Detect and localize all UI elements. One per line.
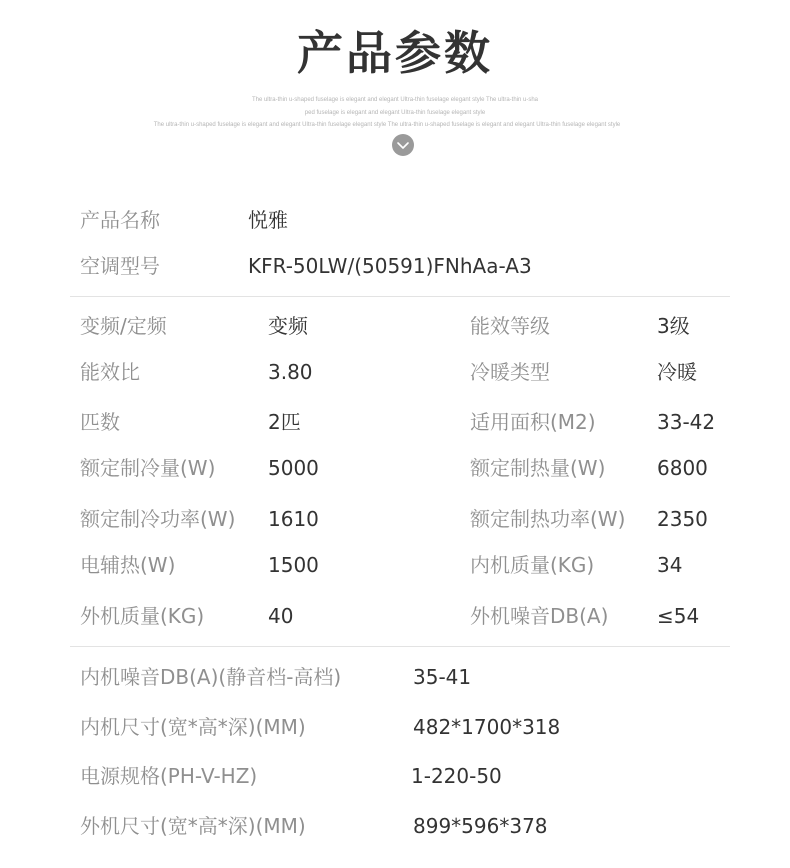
divider-2 xyxy=(70,646,730,647)
chevron-down-circle-icon xyxy=(392,134,414,156)
tagline-line-3: The ultra-thin u-shaped fuselage is elegant and elegant Ultra-thin fuselage elegant style The ultra-thin u-shaped fuselage is elegant and elegant Ultra-thin fuselage elegant style xyxy=(153,122,621,128)
model-label: 空调型号 xyxy=(80,254,160,278)
spec-value: ≤54 xyxy=(657,604,700,628)
spec-value: 冷暖 xyxy=(657,360,697,384)
model-value: KFR-50LW/(50591)FNhAa-A3 xyxy=(248,254,532,278)
spec-value: 1-220-50 xyxy=(411,764,502,788)
spec-label: 电辅热(W) xyxy=(80,553,176,577)
spec-value: 2匹 xyxy=(268,410,301,434)
spec-value: 1500 xyxy=(268,553,319,577)
tagline-line-1: The ultra-thin u-shaped fuselage is elegant and elegant Ultra-thin fuselage elegant style The ultra-thin u-sha xyxy=(251,97,539,103)
page-title: 产品参数 xyxy=(297,26,493,80)
spec-value: 3级 xyxy=(657,314,690,338)
spec-value: 33-42 xyxy=(657,410,716,434)
product-name-value: 悦雅 xyxy=(248,208,288,232)
spec-value: 899*596*378 xyxy=(413,814,548,838)
spec-label: 额定制冷功率(W) xyxy=(80,507,236,531)
product-name-label: 产品名称 xyxy=(80,208,160,232)
spec-label: 内机质量(KG) xyxy=(470,553,595,577)
spec-label: 外机质量(KG) xyxy=(80,604,205,628)
spec-value: 5000 xyxy=(268,456,319,480)
spec-label: 额定制热功率(W) xyxy=(470,507,626,531)
spec-label: 冷暖类型 xyxy=(470,360,550,384)
spec-label: 能效比 xyxy=(80,360,140,384)
spec-value: 35-41 xyxy=(413,665,472,689)
spec-value: 变频 xyxy=(268,314,308,338)
spec-label: 适用面积(M2) xyxy=(470,410,596,434)
spec-label: 内机尺寸(宽*高*深)(MM) xyxy=(80,715,306,739)
spec-value: 2350 xyxy=(657,507,708,531)
divider-1 xyxy=(70,296,730,297)
spec-label: 变频/定频 xyxy=(80,314,167,338)
spec-value: 482*1700*318 xyxy=(413,715,561,739)
spec-label: 电源规格(PH-V-HZ) xyxy=(80,764,258,788)
spec-label: 能效等级 xyxy=(470,314,550,338)
spec-label: 额定制冷量(W) xyxy=(80,456,216,480)
spec-value: 3.80 xyxy=(268,360,313,384)
spec-value: 40 xyxy=(268,604,294,628)
spec-value: 1610 xyxy=(268,507,319,531)
spec-value: 34 xyxy=(657,553,683,577)
spec-label: 外机噪音DB(A) xyxy=(470,604,609,628)
tagline-line-2: ped fuselage is elegant and elegant Ultra-thin fuselage elegant style xyxy=(304,110,486,116)
spec-value: 6800 xyxy=(657,456,708,480)
spec-label: 额定制热量(W) xyxy=(470,456,606,480)
spec-label: 匹数 xyxy=(80,410,120,434)
spec-label: 内机噪音DB(A)(静音档-高档) xyxy=(80,665,342,689)
spec-label: 外机尺寸(宽*高*深)(MM) xyxy=(80,814,306,838)
